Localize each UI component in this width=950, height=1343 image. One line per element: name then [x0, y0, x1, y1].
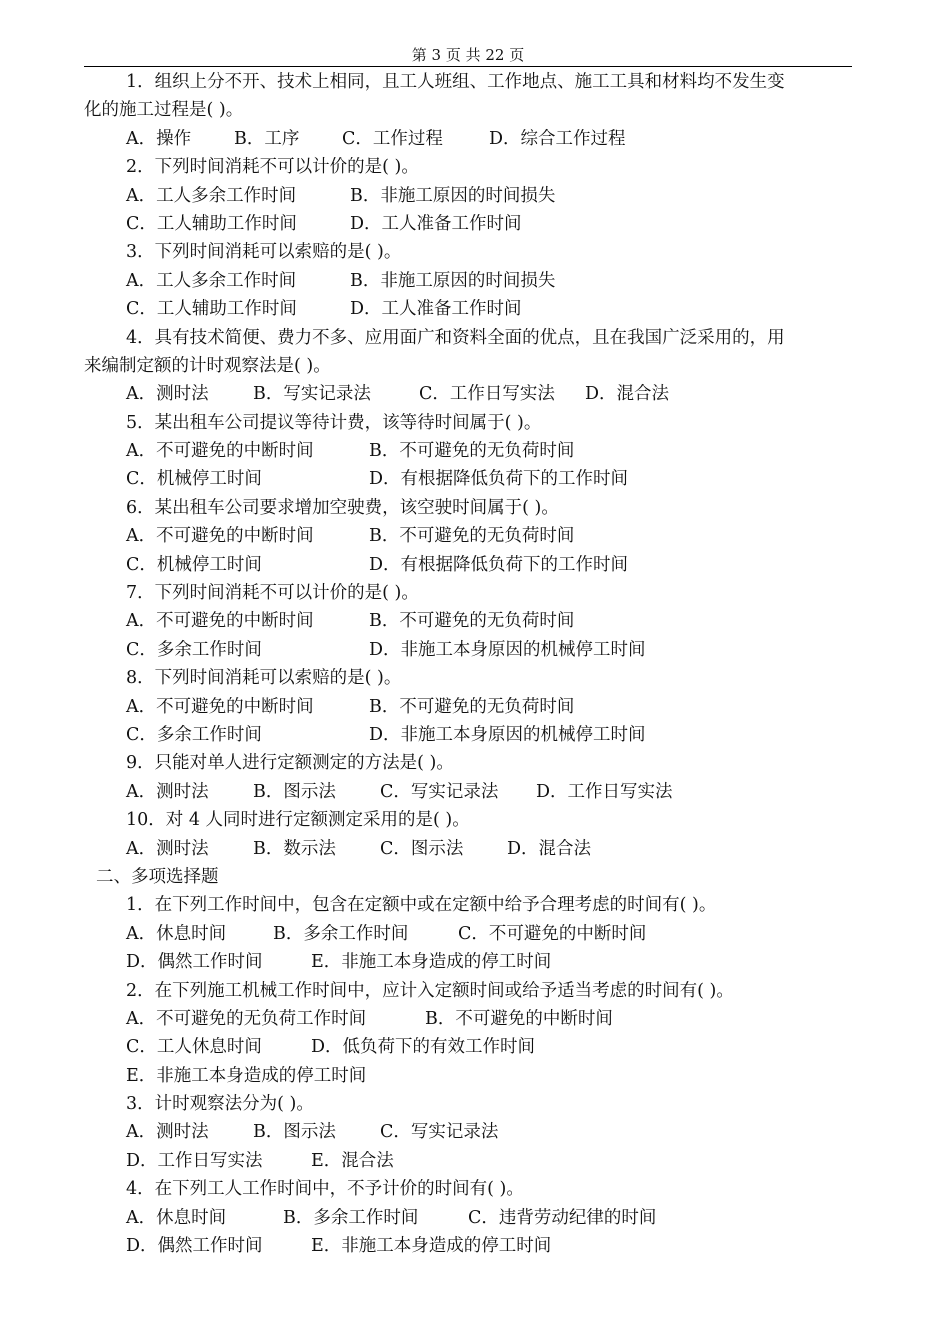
answer-option: D．偶然工作时间 — [126, 1236, 263, 1257]
document-body — [84, 68, 852, 1260]
answer-option: B．非施工原因的时间损失 — [350, 185, 556, 206]
answer-option: C．多余工作时间 — [126, 724, 262, 745]
question-text: 4．具有技术简便、费力不多、应用面广和资料全面的优点，且在我国广泛采用的，用 — [126, 327, 785, 348]
answer-option: D．混合法 — [585, 384, 670, 405]
answer-option: D．工作日写实法 — [126, 1150, 263, 1171]
question-text: 8．下列时间消耗可以索赔的是( )。 — [126, 668, 402, 689]
answer-option: C．工人辅助工作时间 — [126, 299, 297, 320]
answer-option: C．违背劳动纪律的时间 — [468, 1207, 657, 1228]
answer-option: A．操作 — [126, 128, 192, 149]
answer-options-line — [84, 1147, 852, 1175]
question-text: 1．组织上分不开、技术上相同，且工人班组、工作地点、施工工具和材料均不发生变 — [126, 72, 785, 92]
question-text-continued: 化的施工过程是( )。 — [84, 100, 244, 121]
answer-option: D．有根据降低负荷下的工作时间 — [369, 469, 629, 490]
answer-option: E．混合法 — [311, 1150, 394, 1171]
answer-option: C．多余工作时间 — [126, 639, 262, 660]
answer-options-line — [84, 380, 852, 408]
answer-option: E．非施工本身造成的停工时间 — [311, 952, 552, 973]
answer-option: C．机械停工时间 — [126, 554, 262, 575]
answer-option: B．图示法 — [253, 1122, 336, 1143]
question-text: 6．某出租车公司要求增加空驶费，该空驶时间属于( )。 — [126, 497, 559, 518]
answer-option: D．混合法 — [507, 838, 592, 859]
answer-option: D．偶然工作时间 — [126, 952, 263, 973]
answer-options-line — [84, 721, 852, 749]
answer-option: A．不可避免的中断时间 — [126, 696, 314, 717]
answer-options-line — [84, 835, 852, 863]
answer-option: B．工序 — [234, 128, 300, 149]
answer-option: A．工人多余工作时间 — [126, 270, 297, 291]
answer-option: B．不可避免的无负荷时间 — [369, 611, 575, 632]
answer-options-line — [84, 920, 852, 948]
answer-option: B．数示法 — [253, 838, 336, 859]
question-text: 10．对 4 人同时进行定额测定采用的是( )。 — [126, 810, 470, 831]
answer-option: C．不可避免的中断时间 — [458, 923, 647, 944]
answer-option: D．综合工作过程 — [489, 128, 626, 149]
answer-option: D．有根据降低负荷下的工作时间 — [369, 554, 629, 575]
answer-option: B．图示法 — [253, 781, 336, 802]
answer-option: D．工人准备工作时间 — [350, 299, 522, 320]
page-header — [84, 44, 852, 66]
answer-options-line — [84, 182, 852, 210]
answer-options-line — [84, 778, 852, 806]
answer-options-line — [84, 948, 852, 976]
question-text: 2．在下列施工机械工作时间中，应计入定额时间或给予适当考虑的时间有( )。 — [126, 980, 734, 1001]
answer-option: A．测时法 — [126, 384, 209, 405]
answer-options-line — [84, 551, 852, 579]
question-text: 2．下列时间消耗不可以计价的是( )。 — [126, 157, 419, 178]
answer-option: B．不可避免的无负荷时间 — [369, 441, 575, 462]
answer-options-line — [84, 1033, 852, 1061]
answer-option: B．不可避免的无负荷时间 — [369, 696, 575, 717]
answer-options-line — [84, 437, 852, 465]
page-number-label: 第 3 页 共 22 页 — [411, 46, 525, 64]
answer-option: B．多余工作时间 — [273, 923, 409, 944]
answer-option: C．写实记录法 — [380, 1122, 499, 1143]
answer-option: C．工作日写实法 — [419, 384, 555, 405]
answer-option: A．不可避免的中断时间 — [126, 441, 314, 462]
answer-option: C．工人辅助工作时间 — [126, 213, 297, 234]
answer-option: E．非施工本身造成的停工时间 — [311, 1236, 552, 1257]
answer-options-line — [84, 636, 852, 664]
answer-options-line — [84, 607, 852, 635]
question-text: 3．计时观察法分为( )。 — [126, 1094, 314, 1115]
question-text: 1．在下列工作时间中，包含在定额中或在定额中给予合理考虑的时间有( )。 — [126, 895, 717, 916]
answer-options-line — [84, 1005, 852, 1033]
answer-options-line — [84, 267, 852, 295]
answer-options-line — [84, 125, 852, 153]
answer-option: D．非施工本身原因的机械停工时间 — [369, 724, 646, 745]
answer-options-line — [84, 1232, 852, 1260]
question-text: 7．下列时间消耗不可以计价的是( )。 — [126, 583, 419, 604]
answer-option: D．低负荷下的有效工作时间 — [311, 1037, 536, 1058]
answer-option: A．测时法 — [126, 781, 209, 802]
answer-option: B．写实记录法 — [253, 384, 371, 405]
answer-option: C．图示法 — [380, 838, 464, 859]
answer-option: B．不可避免的无负荷时间 — [369, 526, 575, 547]
answer-option: C．机械停工时间 — [126, 469, 262, 490]
answer-option: D．工作日写实法 — [536, 781, 673, 802]
answer-option: B．非施工原因的时间损失 — [350, 270, 556, 291]
answer-options-line — [84, 1118, 852, 1146]
answer-option: C．工作过程 — [342, 128, 443, 149]
answer-options-line — [84, 693, 852, 721]
answer-option: A．不可避免的中断时间 — [126, 526, 314, 547]
answer-option: B．多余工作时间 — [283, 1207, 419, 1228]
question-text-continued: 来编制定额的计时观察法是( )。 — [84, 355, 331, 376]
answer-option: A．测时法 — [126, 838, 209, 859]
answer-option: A．测时法 — [126, 1122, 209, 1143]
answer-options-line — [84, 522, 852, 550]
answer-options-line — [84, 210, 852, 238]
answer-option: A．不可避免的中断时间 — [126, 611, 314, 632]
question-text: 9．只能对单人进行定额测定的方法是( )。 — [126, 753, 454, 774]
answer-option: C．写实记录法 — [380, 781, 499, 802]
question-text: 3．下列时间消耗可以索赔的是( )。 — [126, 242, 402, 263]
section-heading: 二、多项选择题 — [96, 866, 219, 887]
answer-options-line — [84, 295, 852, 323]
answer-option: A．休息时间 — [126, 1207, 227, 1228]
answer-option: A．休息时间 — [126, 923, 227, 944]
answer-option: D．工人准备工作时间 — [350, 213, 522, 234]
answer-options-line — [84, 1062, 852, 1090]
answer-option: A．工人多余工作时间 — [126, 185, 297, 206]
answer-option: C．工人休息时间 — [126, 1037, 262, 1058]
answer-options-line — [84, 1204, 852, 1232]
answer-option: D．非施工本身原因的机械停工时间 — [369, 639, 646, 660]
header-rule — [84, 66, 852, 67]
answer-option: E．非施工本身造成的停工时间 — [126, 1065, 367, 1086]
answer-option: B．不可避免的中断时间 — [425, 1008, 613, 1029]
answer-option: A．不可避免的无负荷工作时间 — [126, 1008, 367, 1029]
question-text: 4．在下列工人工作时间中，不予计价的时间有( )。 — [126, 1179, 524, 1200]
answer-options-line — [84, 465, 852, 493]
question-text: 5．某出租车公司提议等待计费，该等待时间属于( )。 — [126, 412, 542, 433]
